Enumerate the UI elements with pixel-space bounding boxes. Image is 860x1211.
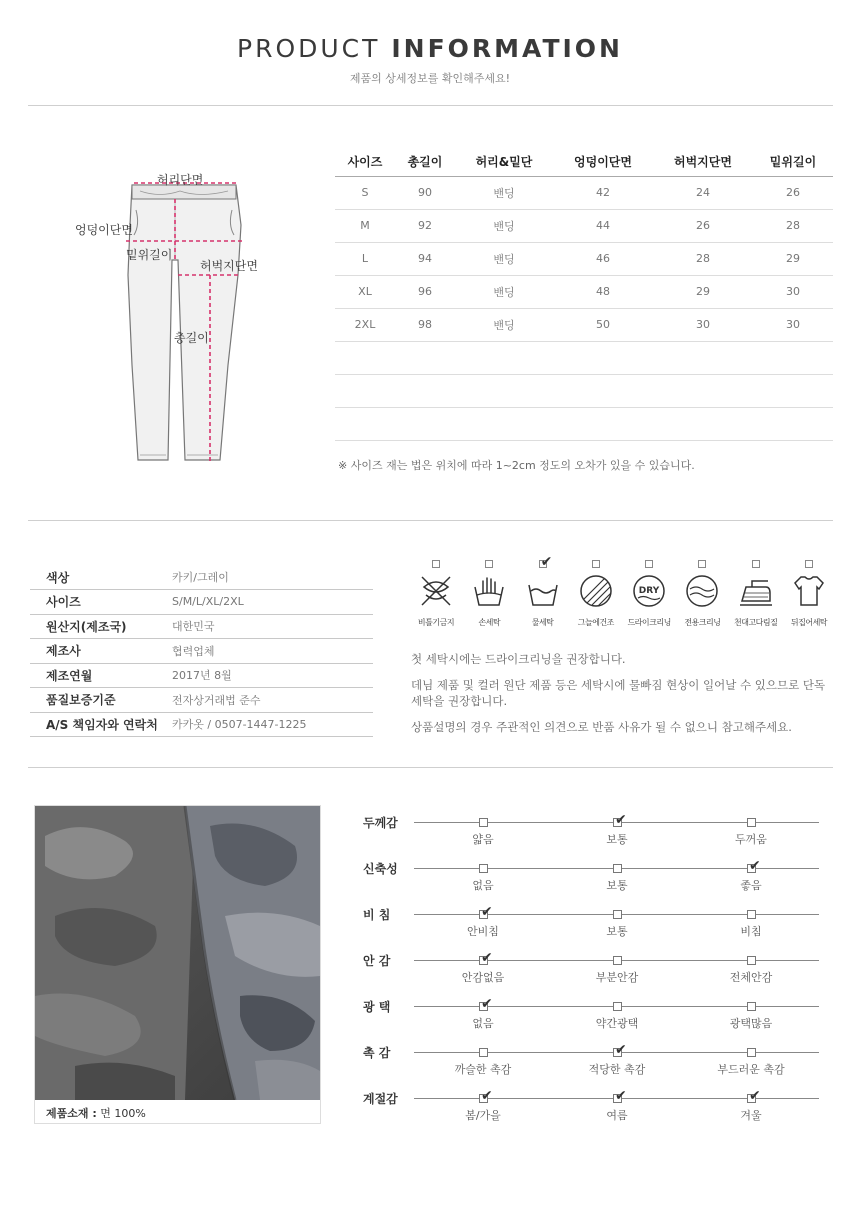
size-cell: 밴딩	[455, 275, 553, 308]
spec-value: 2017년 8월	[172, 663, 373, 688]
care-checkbox[interactable]	[752, 560, 760, 568]
care-checkbox[interactable]	[645, 560, 653, 568]
care-checkbox[interactable]	[805, 560, 813, 568]
feel-row-label: 두께감	[363, 816, 398, 830]
size-table	[335, 148, 833, 441]
label-length: 총길이	[174, 331, 209, 345]
feel-option-label: 안감없음	[461, 971, 505, 984]
col-header: 총길이	[395, 148, 455, 176]
spec-value: 대한민국	[172, 614, 373, 639]
size-cell: XL	[335, 275, 395, 308]
care-item	[463, 560, 515, 628]
feel-option-label: 까슬한 촉감	[454, 1063, 512, 1076]
size-note: ※ 사이즈 재는 법은 위치에 따라 1~2cm 정도의 오차가 있을 수 있습니다.	[338, 459, 695, 472]
feel-option-label: 여름	[606, 1109, 628, 1122]
care-checkbox[interactable]	[485, 560, 493, 568]
size-cell	[753, 407, 833, 440]
spec-row	[30, 688, 373, 713]
size-row	[335, 176, 833, 209]
feel-checkbox[interactable]	[479, 996, 493, 1012]
fabric-caption-label: 제품소재 :	[46, 1107, 97, 1120]
size-cell	[553, 374, 653, 407]
spec-value: 전자상거래법 준수	[172, 688, 373, 713]
size-cell: S	[335, 176, 395, 209]
feel-checkbox[interactable]	[613, 1042, 627, 1058]
check-mark-icon: ✔	[481, 1088, 493, 1104]
feel-checkbox[interactable]	[479, 864, 488, 873]
spec-key: 사이즈	[30, 590, 172, 615]
feel-row-label: 신축성	[363, 862, 398, 876]
divider	[28, 105, 833, 106]
care-checkbox[interactable]	[698, 560, 706, 568]
feel-option-label: 얇음	[472, 833, 494, 846]
label-thigh: 허벅지단면	[200, 259, 258, 273]
care-item	[517, 554, 569, 628]
size-table-header	[335, 148, 833, 176]
spec-value: 카키/그레이	[172, 565, 373, 590]
no-wring-icon	[418, 573, 454, 609]
special-clean-icon	[684, 573, 720, 609]
label-waist: 허리단면	[157, 173, 204, 187]
size-cell	[395, 341, 455, 374]
size-row	[335, 341, 833, 374]
care-label: 전용크리닝	[684, 618, 721, 627]
size-cell: 94	[395, 242, 455, 275]
size-cell: 28	[653, 242, 753, 275]
size-cell: 30	[753, 275, 833, 308]
size-cell: L	[335, 242, 395, 275]
feel-checkbox[interactable]	[613, 1002, 622, 1011]
size-row	[335, 209, 833, 242]
title-light: PRODUCT	[237, 34, 381, 63]
feel-option-label: 봄/가을	[465, 1109, 501, 1122]
size-cell: 28	[753, 209, 833, 242]
size-cell: 29	[753, 242, 833, 275]
care-note-2: 데님 제품 및 컬러 원단 제품 등은 세탁시에 물빠짐 현상이 일어날 수 있으므로 단독 세탁을 권장합니다.	[411, 678, 826, 708]
col-header: 사이즈	[335, 148, 395, 176]
feel-option-label: 없음	[472, 1017, 494, 1030]
col-header: 밑위길이	[753, 148, 833, 176]
spec-key: 제조연월	[30, 663, 172, 688]
size-row	[335, 407, 833, 440]
feel-option-label: 보통	[606, 879, 628, 892]
spec-key: 제조사	[30, 639, 172, 664]
care-item	[410, 560, 462, 628]
care-label: 물세탁	[531, 618, 554, 627]
spec-value: S/M/L/XL/2XL	[172, 590, 373, 615]
spec-table	[30, 565, 373, 737]
size-cell: 2XL	[335, 308, 395, 341]
inside-out-wash-icon	[791, 573, 827, 609]
feel-checkbox[interactable]	[479, 904, 493, 920]
feel-option-label: 겨울	[740, 1109, 762, 1122]
feel-checkbox[interactable]	[613, 956, 622, 965]
spec-key: 색상	[30, 565, 172, 590]
feel-row-label: 광 택	[363, 1000, 391, 1014]
size-row	[335, 374, 833, 407]
check-mark-icon: ✔	[481, 904, 493, 920]
feel-checkbox[interactable]	[479, 1088, 493, 1104]
feel-option-label: 안비침	[467, 925, 499, 938]
feel-checkbox[interactable]	[613, 1088, 627, 1104]
feel-checkbox[interactable]	[613, 864, 622, 873]
size-cell	[653, 407, 753, 440]
pants-outline	[128, 185, 241, 460]
care-label: 그늘에건조	[577, 618, 614, 627]
size-cell	[455, 407, 553, 440]
care-label: 비틀기금지	[417, 618, 455, 627]
care-checkbox[interactable]	[432, 560, 440, 568]
check-mark-icon: ✔	[615, 1042, 627, 1058]
size-cell: 98	[395, 308, 455, 341]
size-cell	[653, 374, 753, 407]
care-note-3: 상품설명의 경우 주관적인 의견으로 반품 사유가 될 수 없으니 참고해주세요.	[411, 720, 792, 734]
size-cell: 30	[753, 308, 833, 341]
feel-option-label: 보통	[606, 925, 628, 938]
size-cell: 26	[653, 209, 753, 242]
spec-row	[30, 614, 373, 639]
check-mark-icon: ✔	[749, 858, 761, 874]
spec-row	[30, 663, 373, 688]
shade-dry-icon	[578, 573, 614, 609]
size-cell	[553, 341, 653, 374]
page-title	[0, 34, 860, 63]
spec-value: 카카옷 / 0507-1447-1225	[172, 712, 373, 737]
feel-checkbox[interactable]	[479, 1048, 488, 1057]
size-cell: 밴딩	[455, 209, 553, 242]
feel-checkbox[interactable]	[747, 956, 756, 965]
size-cell: 밴딩	[455, 242, 553, 275]
feel-checkbox[interactable]	[747, 858, 761, 874]
size-cell: 26	[753, 176, 833, 209]
size-cell: 50	[553, 308, 653, 341]
feel-checkbox[interactable]	[747, 1002, 756, 1011]
spec-row	[30, 639, 373, 664]
size-cell: 48	[553, 275, 653, 308]
size-cell: 46	[553, 242, 653, 275]
care-label: 드라이크리닝	[627, 618, 671, 627]
check-mark-icon: ✔	[615, 1088, 627, 1104]
size-cell	[455, 341, 553, 374]
size-cell	[335, 374, 395, 407]
size-row	[335, 275, 833, 308]
fabric-caption	[46, 1105, 146, 1121]
feel-checkbox[interactable]	[479, 950, 493, 966]
size-cell: 24	[653, 176, 753, 209]
dry-clean-icon	[631, 573, 667, 609]
care-label: 뒤집어세탁	[790, 618, 828, 627]
feel-checkbox[interactable]	[613, 910, 622, 919]
check-mark-icon: ✔	[749, 1088, 761, 1104]
feel-row-label: 계절감	[363, 1092, 398, 1106]
check-mark-icon: ✔	[481, 996, 493, 1012]
size-row	[335, 308, 833, 341]
feel-checkbox[interactable]	[479, 818, 488, 827]
feel-checkbox[interactable]	[747, 1088, 761, 1104]
label-rise: 밑위길이	[126, 248, 173, 262]
feel-option-label: 전체안감	[729, 971, 773, 984]
care-item	[623, 560, 675, 628]
size-cell	[335, 407, 395, 440]
pants-diagram	[60, 165, 280, 475]
fabric-caption-value: 면 100%	[100, 1107, 146, 1120]
care-checkbox[interactable]	[539, 554, 553, 570]
size-cell: 42	[553, 176, 653, 209]
feel-option-label: 좋음	[740, 879, 762, 892]
feel-option-label: 두꺼움	[735, 833, 767, 846]
col-header: 엉덩이단면	[553, 148, 653, 176]
divider	[28, 520, 833, 521]
feel-checkbox[interactable]	[747, 1048, 756, 1057]
divider	[28, 767, 833, 768]
feel-option-label: 광택많음	[729, 1017, 773, 1030]
fabric-photo	[35, 806, 320, 1100]
size-cell: 92	[395, 209, 455, 242]
check-mark-icon: ✔	[615, 812, 627, 828]
feel-checkbox[interactable]	[747, 910, 756, 919]
feel-row-label: 안 감	[363, 954, 391, 968]
care-item	[730, 560, 782, 628]
size-row	[335, 242, 833, 275]
size-cell	[753, 341, 833, 374]
feel-checkbox[interactable]	[613, 812, 627, 828]
care-item	[570, 560, 622, 628]
size-cell: M	[335, 209, 395, 242]
feel-option-label: 약간광택	[595, 1017, 639, 1030]
col-header: 허리&밑단	[455, 148, 553, 176]
size-cell	[455, 374, 553, 407]
feel-option-label: 보통	[606, 833, 628, 846]
size-cell	[395, 374, 455, 407]
size-cell	[395, 407, 455, 440]
water-wash-icon	[525, 573, 561, 609]
spec-row	[30, 590, 373, 615]
hand-wash-icon	[471, 573, 507, 609]
spec-key: 원산지(제조국)	[30, 614, 172, 639]
care-note-1: 첫 세탁시에는 드라이크리닝을 권장합니다.	[411, 652, 626, 666]
size-cell: 44	[553, 209, 653, 242]
size-cell: 밴딩	[455, 176, 553, 209]
care-item	[783, 560, 835, 628]
iron-cloth-icon	[738, 573, 774, 609]
spec-key: 품질보증기준	[30, 688, 172, 713]
feel-row-label: 비 침	[363, 908, 391, 922]
fabric-panel	[34, 805, 321, 1124]
spec-value: 협력업체	[172, 639, 373, 664]
feel-option-label: 비침	[740, 925, 762, 938]
spec-key: A/S 책임자와 연락처	[30, 712, 172, 737]
size-cell: 밴딩	[455, 308, 553, 341]
size-cell	[335, 341, 395, 374]
size-cell	[553, 407, 653, 440]
spec-row	[30, 565, 373, 590]
care-item	[676, 560, 728, 628]
feel-option-label: 부드러운 촉감	[717, 1063, 785, 1076]
feel-row-label: 촉 감	[363, 1046, 391, 1060]
spec-row	[30, 712, 373, 737]
care-checkbox[interactable]	[592, 560, 600, 568]
size-cell	[753, 374, 833, 407]
size-cell: 90	[395, 176, 455, 209]
care-label: 손세탁	[478, 618, 501, 627]
page-subtitle: 제품의 상세정보를 확인해주세요!	[349, 72, 511, 85]
size-cell	[653, 341, 753, 374]
col-header: 허벅지단면	[653, 148, 753, 176]
size-cell: 30	[653, 308, 753, 341]
care-icons	[410, 554, 835, 628]
dry-clean-icon-text: DRY	[638, 586, 660, 596]
care-label: 천대고다림질	[734, 618, 778, 627]
size-cell: 96	[395, 275, 455, 308]
feel-checkbox[interactable]	[747, 818, 756, 827]
size-cell: 29	[653, 275, 753, 308]
label-hip: 엉덩이단면	[75, 223, 133, 237]
feel-option-label: 부분안감	[595, 971, 639, 984]
check-mark-icon: ✔	[481, 950, 493, 966]
check-mark-icon: ✔	[540, 554, 553, 570]
feel-option-label: 적당한 촉감	[588, 1063, 646, 1076]
feel-option-label: 없음	[472, 879, 494, 892]
title-bold: INFORMATION	[391, 34, 623, 63]
